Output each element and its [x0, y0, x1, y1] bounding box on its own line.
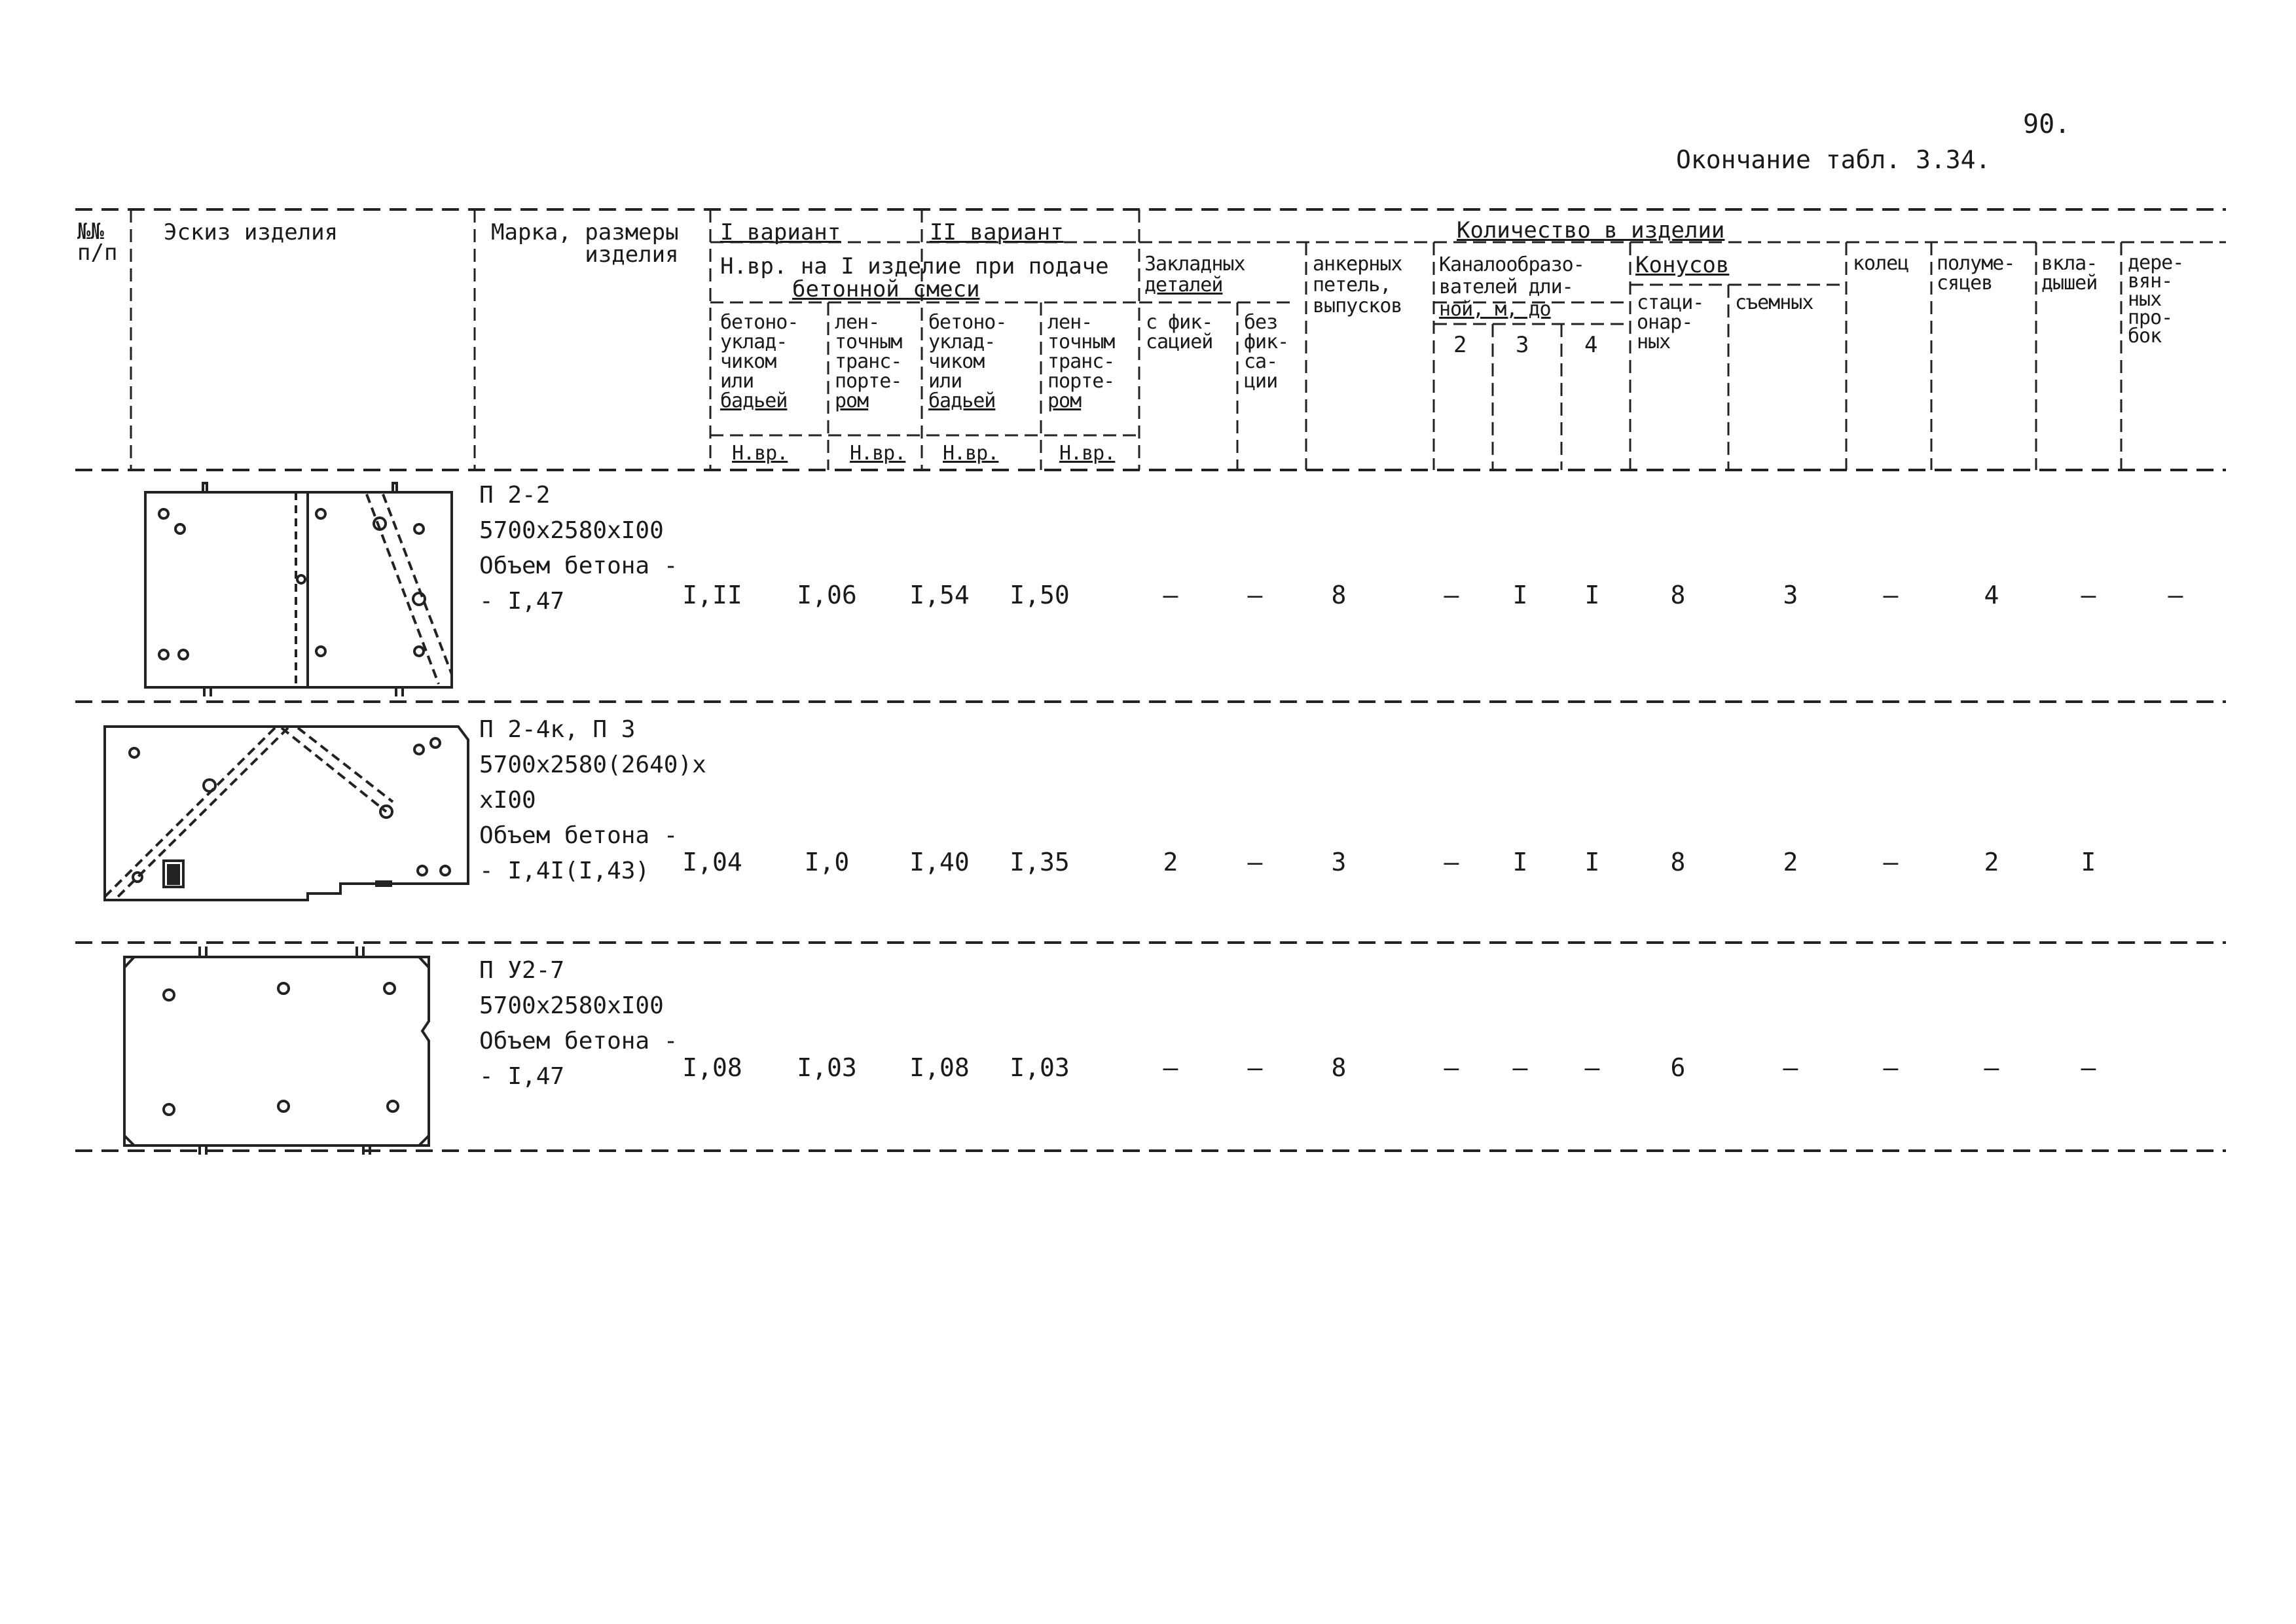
header-sub-a: бетоно- уклад- чиком или бадьей	[720, 311, 799, 412]
header-num: №№ п/п	[77, 219, 118, 266]
header-channel-4: 4	[1584, 332, 1598, 358]
row-3-cell: I,08	[682, 1053, 742, 1082]
row-3-cell: 8	[1331, 1053, 1347, 1082]
header-sketch: Эскиз изделия	[164, 219, 338, 245]
row-3-cell: –	[1883, 1053, 1899, 1082]
header-unit-d: Н.вр.	[1059, 442, 1116, 465]
row-1-cell: I	[1584, 581, 1600, 609]
row-2-cell: 2	[1984, 848, 1999, 876]
row-2-cell: I	[1512, 848, 1528, 876]
row-3-cell: –	[1984, 1053, 1999, 1082]
header-anchor: анкерных петель, выпусков	[1313, 253, 1402, 317]
row-3-mark: П У2-7 5700х2580хI00 Объем бетона - - I,47	[479, 957, 678, 1090]
row-2-cell: I,04	[682, 848, 742, 876]
row-3-cell: –	[1163, 1053, 1178, 1082]
row-1-cell: 4	[1984, 581, 1999, 609]
header-channel-2: 2	[1453, 332, 1467, 358]
sketch-pu2-7	[124, 947, 429, 1155]
header-embedded: Закладных деталей	[1144, 253, 1245, 297]
row-3-cell: –	[1512, 1053, 1528, 1082]
sketch-p2-4k	[105, 727, 468, 900]
row-2-cell: I	[1584, 848, 1600, 876]
header-channel-3: 3	[1516, 332, 1529, 358]
row-3-cell: I,08	[909, 1053, 970, 1082]
row-3-cell: I,03	[797, 1053, 857, 1082]
header-nvr-line1: Н.вр. на I изделие при подаче	[720, 253, 1109, 280]
row-1-cell: I	[1512, 581, 1528, 609]
header-removable: съемных	[1735, 291, 1813, 314]
row-1-cell: –	[1444, 581, 1459, 609]
page-number: 90.	[2023, 109, 2071, 139]
row-3-cell: I,03	[1010, 1053, 1070, 1082]
row-1-cell: 8	[1331, 581, 1347, 609]
row-2-cell: –	[1247, 848, 1263, 876]
row-1-cell: –	[1247, 581, 1263, 609]
header-nvr-line2: бетонной смеси	[792, 276, 980, 302]
header-unit-b: Н.вр.	[850, 442, 906, 465]
header-stationary: стаци- онар- ных	[1637, 291, 1704, 353]
header-variant-2: II вариант	[930, 219, 1064, 245]
row-2-cell: 8	[1670, 848, 1686, 876]
row-1-cell: –	[2168, 581, 2183, 609]
header-sub-d: лен- точным транс- порте- ром	[1048, 311, 1115, 412]
header-mark: Марка, размеры изделия	[491, 219, 679, 268]
header-quantity: Количество в изделии	[1457, 217, 1725, 244]
row-3-cell: –	[1247, 1053, 1263, 1082]
row-2-cell: –	[1444, 848, 1459, 876]
header-channel: Каналообразо- вателей дли- ной, м, до	[1439, 253, 1584, 321]
row-2-cell: I,35	[1010, 848, 1070, 876]
header-sub-c: бетоно- уклад- чиком или бадьей	[928, 311, 1007, 412]
row-2-cell: 2	[1783, 848, 1798, 876]
row-2-cell: I	[2081, 848, 2096, 876]
header-fix: с фик- сацией	[1146, 311, 1213, 353]
row-3-cell: –	[1444, 1053, 1459, 1082]
header-unit-c: Н.вр.	[943, 442, 999, 465]
header-wood: дере- вян- ных про- бок	[2128, 251, 2184, 348]
header-cones: Конусов	[1635, 252, 1730, 278]
row-1-cell: I,54	[909, 581, 970, 609]
header-variant-1: I вариант	[720, 219, 841, 245]
row-1-cell: –	[2081, 581, 2096, 609]
header-unit-a: Н.вр.	[732, 442, 788, 465]
row-2-cell: –	[1883, 848, 1899, 876]
row-1-mark: П 2-2 5700х2580хI00 Объем бетона - - I,47	[479, 482, 678, 615]
row-1-cell: 8	[1670, 581, 1686, 609]
row-1-cell: I,50	[1010, 581, 1070, 609]
row-3-cell: –	[1783, 1053, 1798, 1082]
row-3-cell: –	[2081, 1053, 2096, 1082]
row-2-cell: I,0	[804, 848, 850, 876]
row-1-cell: –	[1883, 581, 1899, 609]
table-caption: Окончание табл. 3.34.	[1676, 145, 1991, 174]
row-1-cell: –	[1163, 581, 1178, 609]
sketch-p2-2	[145, 483, 452, 696]
row-1-cell: 3	[1783, 581, 1798, 609]
header-halfmoon: полуме- сяцев	[1937, 252, 2015, 295]
row-3-cell: 6	[1670, 1053, 1686, 1082]
header-nofix: без фик- са- ции	[1244, 311, 1289, 393]
row-1-cell: I,06	[797, 581, 857, 609]
row-2-cell: 3	[1331, 848, 1347, 876]
header-inserts: вкла- дышей	[2041, 252, 2098, 295]
row-2-mark: П 2-4к, П 3 5700х2580(2640)х хI00 Объем бетона - - I,4I(I,43)	[479, 716, 706, 884]
header-sub-b: лен- точным транс- порте- ром	[835, 311, 902, 412]
row-3-cell: –	[1584, 1053, 1600, 1082]
row-2-cell: 2	[1163, 848, 1178, 876]
header-rings: колец	[1853, 252, 1909, 275]
row-1-cell: I,II	[682, 581, 742, 609]
row-2-cell: I,40	[909, 848, 970, 876]
